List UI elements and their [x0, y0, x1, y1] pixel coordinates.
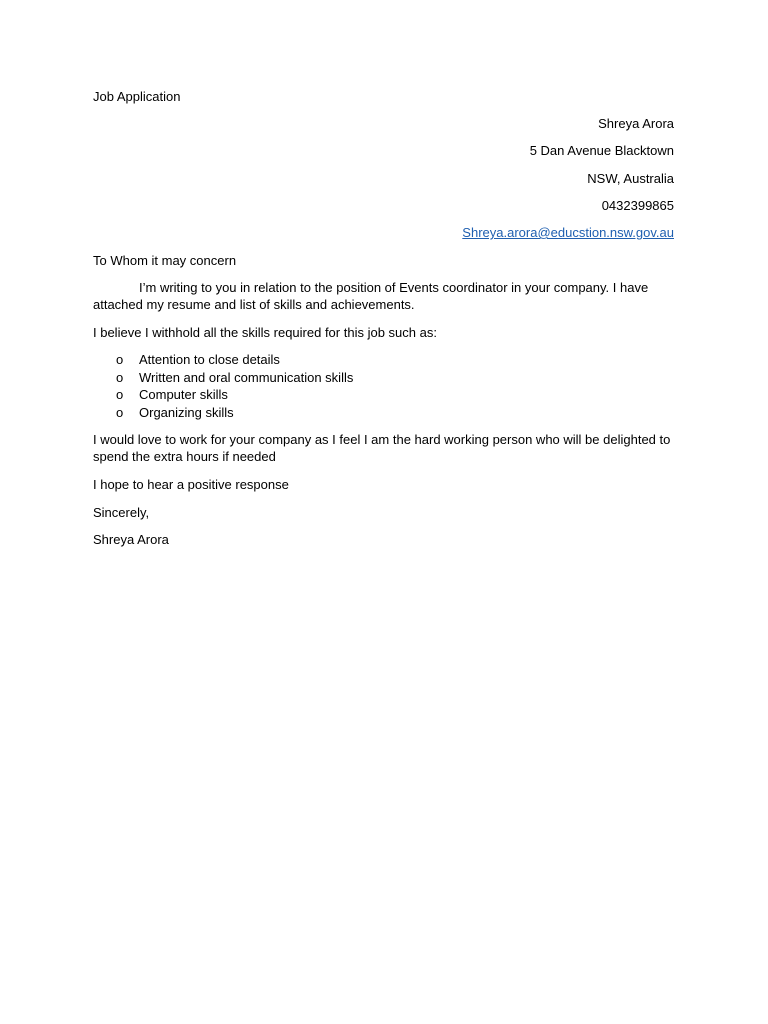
list-item	[93, 404, 353, 422]
list-item	[93, 386, 353, 404]
bullet-icon: o	[116, 369, 124, 385]
skills-list	[93, 351, 353, 421]
paragraph-motivation: I would love to work for your company as I feel I am the hard working person who will be delighted to spend the extra hours if needed	[93, 432, 671, 464]
list-item	[93, 351, 353, 369]
salutation: To Whom it may concern	[93, 253, 237, 268]
closing: Sincerely,	[93, 505, 150, 520]
sender-address-line1: 5 Dan Avenue Blacktown	[529, 143, 674, 158]
paragraph-closing-remark: I hope to hear a positive response	[93, 477, 289, 492]
paragraph-skills-intro: I believe I withhold all the skills required for this job such as:	[93, 325, 437, 340]
letter-heading: Job Application	[93, 89, 181, 104]
skill-text: Attention to close details	[139, 352, 280, 367]
signature: Shreya Arora	[93, 532, 169, 547]
paragraph-intro: I’m writing to you in relation to the position of Events coordinator in your company. I have attached my resume and list of skills and achievements.	[93, 280, 649, 312]
skill-text: Computer skills	[139, 387, 228, 402]
sender-name: Shreya Arora	[598, 116, 674, 131]
skill-text: Written and oral communication skills	[139, 369, 354, 385]
sender-email-link[interactable]: Shreya.arora@educstion.nsw.gov.au	[462, 225, 674, 240]
sender-phone: 0432399865	[601, 198, 674, 213]
bullet-icon: o	[116, 387, 124, 402]
list-item	[93, 369, 353, 387]
sender-address-line2: NSW, Australia	[587, 171, 674, 186]
bullet-icon: o	[116, 352, 124, 367]
bullet-icon: o	[116, 404, 124, 420]
skill-text: Organizing skills	[139, 404, 234, 420]
